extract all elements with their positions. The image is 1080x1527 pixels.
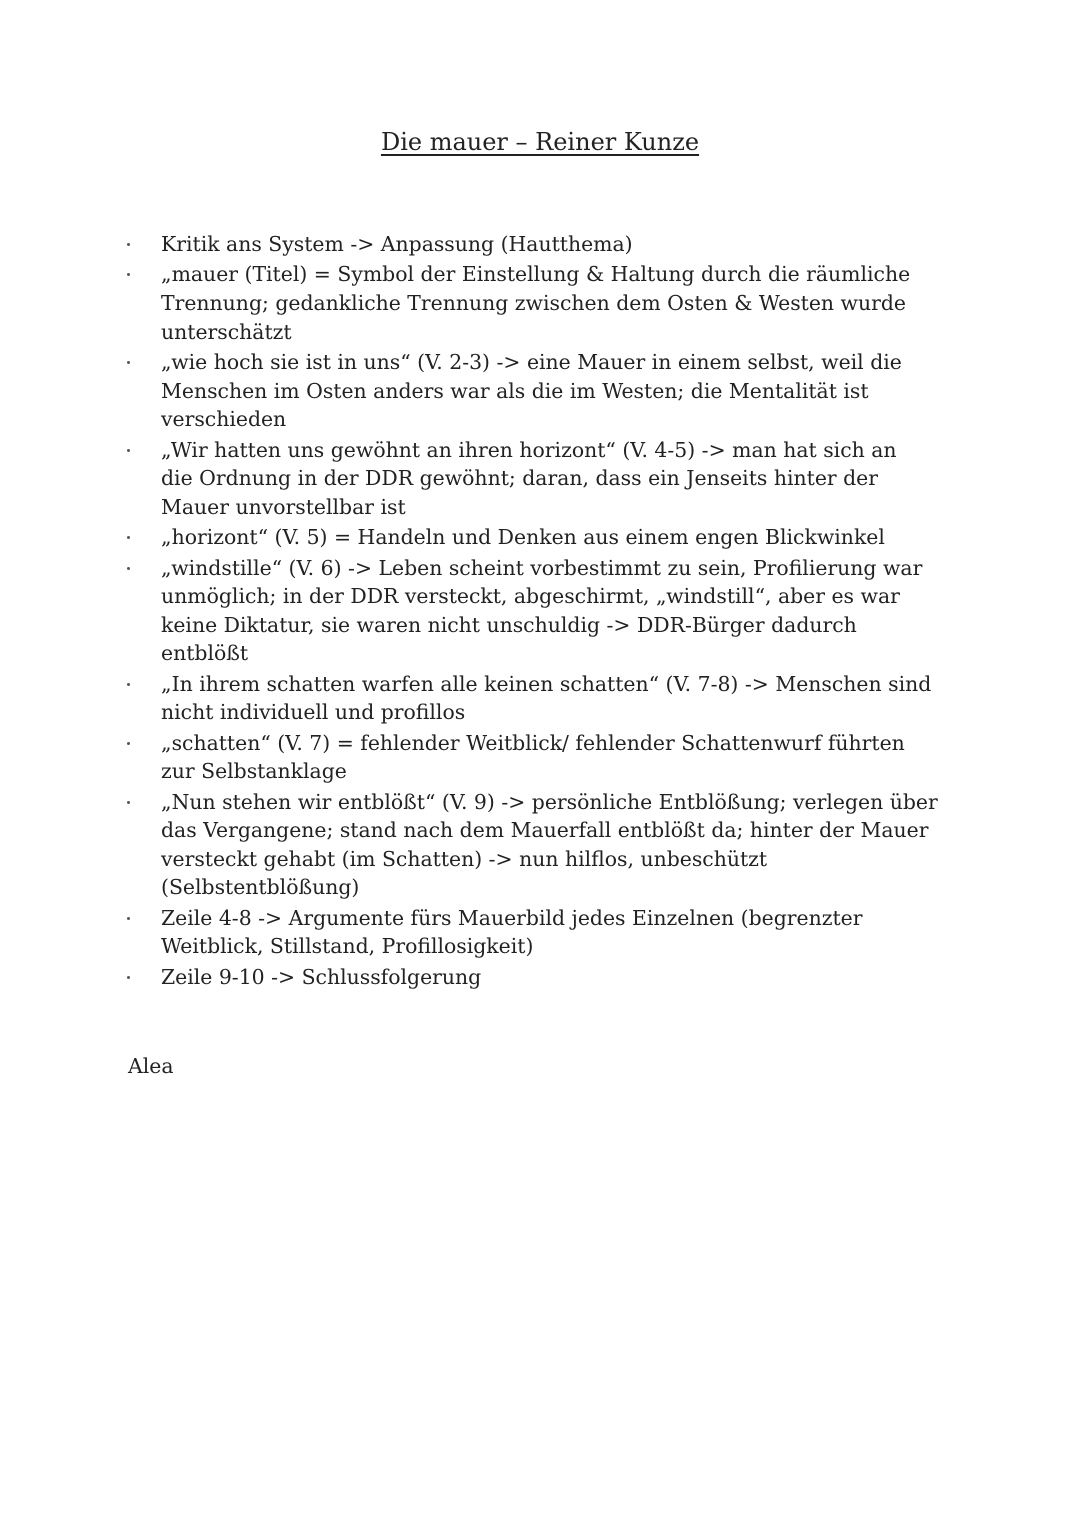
bullet-dot-icon: [127, 917, 130, 920]
list-item: [0, 670, 961, 727]
bullet-dot-icon: [127, 273, 130, 276]
text-line: „windstille“ (V. 6) -> Leben scheint vorbestimmt zu sein, Profilierung war: [161, 555, 923, 580]
text-line: entblößt: [161, 641, 249, 666]
text-line: keine Diktatur, sie waren nicht unschuldig -> DDR-Bürger dadurch: [161, 612, 857, 637]
bullet-list: [0, 230, 1080, 993]
document-title-text: Die mauer – Reiner Kunze: [380, 128, 700, 156]
list-item: [0, 260, 961, 346]
text-line: versteckt gehabt (im Schatten) -> nun hilflos, unbeschützt: [161, 846, 768, 871]
text-line: „Wir hatten uns gewöhnt an ihren horizont“ (V. 4-5) -> man hat sich an: [161, 437, 897, 462]
text-line: nicht individuell und profillos: [161, 700, 466, 725]
text-line: Menschen im Osten anders war als die im Westen; die Mentalität ist: [161, 378, 869, 403]
bullet-dot-icon: [127, 567, 130, 570]
bullet-dot-icon: [127, 243, 130, 246]
text-line: „wie hoch sie ist in uns“ (V. 2-3) -> eine Mauer in einem selbst, weil die: [161, 349, 902, 374]
text-line: unmöglich; in der DDR versteckt, abgeschirmt, „windstill“, aber es war: [161, 584, 900, 609]
document-title: [0, 126, 1080, 158]
text-line: (Selbstentblößung): [161, 875, 360, 900]
list-item: [0, 904, 961, 961]
list-item: [0, 729, 961, 786]
text-line: „mauer (Titel) = Symbol der Einstellung & Haltung durch die räumliche: [161, 262, 911, 287]
bullet-dot-icon: [127, 361, 130, 364]
text-line: zur Selbstanklage: [161, 759, 347, 784]
text-line: die Ordnung in der DDR gewöhnt; daran, dass ein Jenseits hinter der: [161, 466, 878, 491]
bullet-dot-icon: [127, 536, 130, 539]
text-line: unterschätzt: [161, 319, 292, 344]
text-line: Trennung; gedankliche Trennung zwischen dem Osten & Westen wurde: [161, 290, 906, 315]
text-line: „Nun stehen wir entblößt“ (V. 9) -> persönliche Entblößung; verlegen über: [161, 789, 938, 814]
bullet-dot-icon: [127, 449, 130, 452]
text-line: „In ihrem schatten warfen alle keinen schatten“ (V. 7-8) -> Menschen sind: [161, 671, 932, 696]
list-item: [0, 554, 961, 668]
list-item: [0, 963, 961, 992]
text-line: verschieden: [161, 407, 287, 432]
text-line: Zeile 9-10 -> Schlussfolgerung: [161, 964, 482, 989]
text-line: Weitblick, Stillstand, Profillosigkeit): [161, 934, 534, 959]
list-item: [0, 523, 961, 552]
text-line: „horizont“ (V. 5) = Handeln und Denken aus einem engen Blickwinkel: [161, 525, 885, 550]
list-item: [0, 348, 961, 434]
list-item: [0, 788, 961, 902]
text-line: Kritik ans System -> Anpassung (Hautthema): [161, 232, 633, 256]
text-line: Mauer unvorstellbar ist: [161, 494, 406, 519]
bullet-dot-icon: [127, 683, 130, 686]
author-signature: Alea: [128, 1054, 174, 1078]
bullet-dot-icon: [127, 801, 130, 804]
text-line: Zeile 4-8 -> Argumente fürs Mauerbild jedes Einzelnen (begrenzter: [161, 905, 863, 930]
bullet-dot-icon: [127, 976, 130, 979]
list-item: [0, 230, 961, 259]
list-item: [0, 436, 961, 522]
text-line: „schatten“ (V. 7) = fehlender Weitblick/ fehlender Schattenwurf führten: [161, 730, 905, 755]
bullet-dot-icon: [127, 742, 130, 745]
text-line: das Vergangene; stand nach dem Mauerfall entblößt da; hinter der Mauer: [161, 818, 929, 843]
